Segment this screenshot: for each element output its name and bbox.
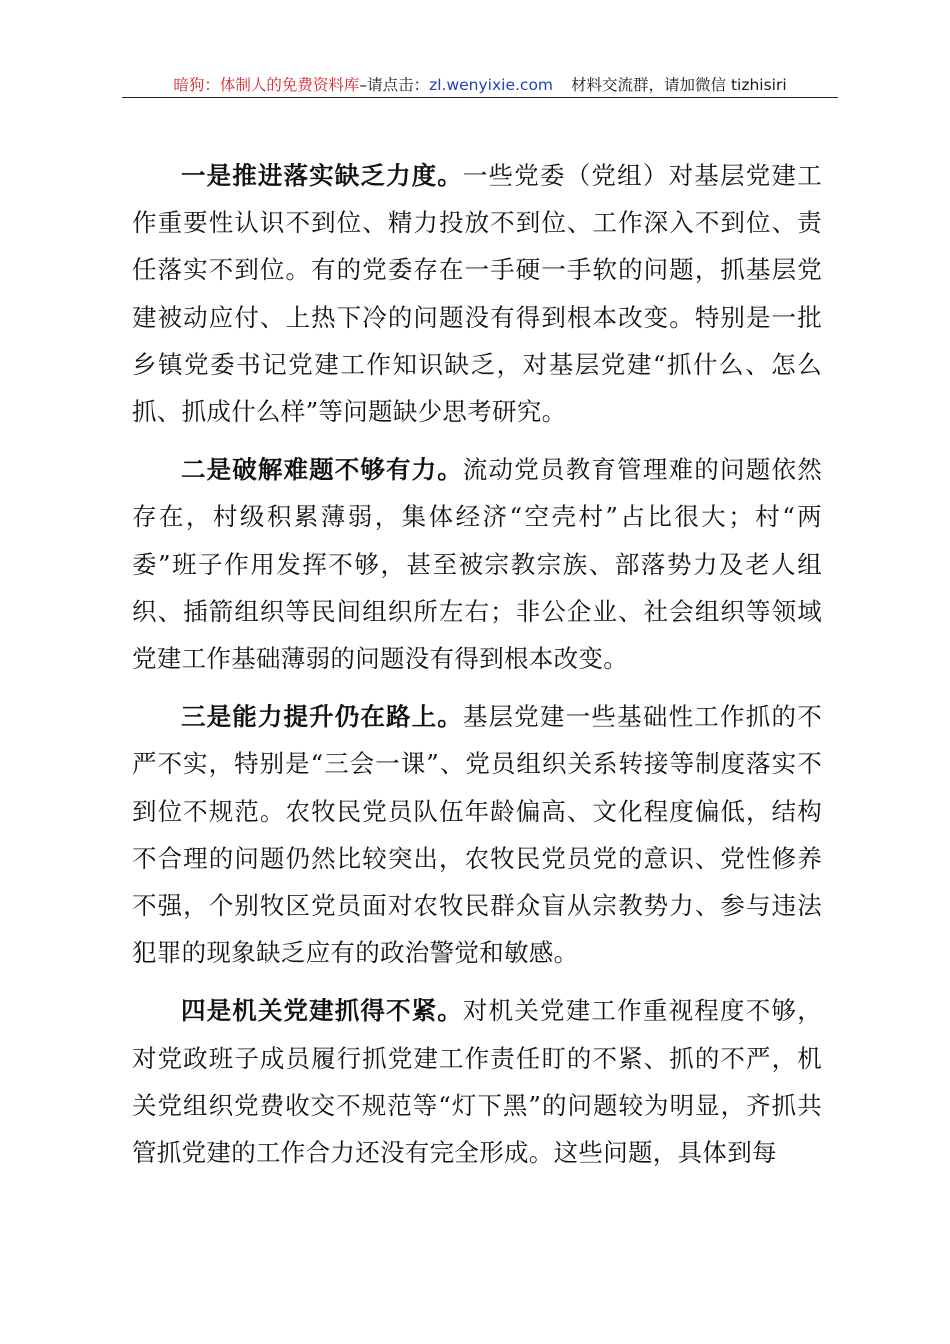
paragraph-2 [132, 446, 822, 682]
paragraph-1-text: 一些党委（党组）对基层党建工作重要性认识不到位、精力投放不到位、工作深入不到位、责任落实不到位。有的党委存在一手硬一手软的问题，抓基层党建被动应付、上热下冷的问题没有得到根本改变。特别是一批乡镇党委书记党建工作知识缺乏，对基层党建“抓什么、怎么抓、抓成什么样”等问题缺少思考研究。 [132, 161, 822, 427]
paragraph-4-text: 对机关党建工作重视程度不够，对党政班子成员履行抓党建工作责任盯的不紧、抓的不严，机关党组织党费收交不规范等“灯下黑”的问题较为明显，齐抓共管抓党建的工作合力还没有完全形成。这些问题，具体到每 [132, 996, 822, 1168]
paragraph-2-text: 流动党员教育管理难的问题依然存在，村级积累薄弱，集体经济“空壳村”占比很大；村“两委”班子作用发挥不够，甚至被宗教宗族、部落势力及老人组织、插箭组织等民间组织所左右；非公企业、社会组织等领域党建工作基础薄弱的问题没有得到根本改变。 [132, 455, 822, 674]
header-group-note: 材料交流群，请加微信 tizhisiri [571, 76, 787, 94]
paragraph-4-lead: 四是机关党建抓得不紧。 [181, 996, 463, 1026]
header-url-link[interactable]: zl.wenyixie.com [429, 76, 554, 94]
paragraph-3-lead: 三是能力提升仍在路上。 [181, 702, 463, 732]
header-site-name: 暗狗：体制人的免费资料库 [173, 76, 360, 94]
paragraph-3 [132, 693, 822, 976]
header-click-prompt: –请点击： [359, 76, 430, 94]
paragraph-1-lead: 一是推进落实缺乏力度。 [181, 161, 463, 190]
document-body [132, 152, 822, 1187]
paragraph-1 [132, 152, 822, 435]
header-divider [122, 97, 838, 98]
paragraph-3-text: 基层党建一些基础性工作抓的不严不实，特别是“三会一课”、党员组织关系转接等制度落实不到位不规范。农牧民党员队伍年龄偏高、文化程度偏低，结构不合理的问题仍然比较突出，农牧民党员党的意识、党性修养不强，个别牧区党员面对农牧民群众盲从宗教势力、参与违法犯罪的现象缺乏应有的政治警觉和敏感。 [132, 702, 822, 968]
paragraph-4 [132, 987, 822, 1176]
paragraph-2-lead: 二是破解难题不够有力。 [181, 455, 463, 485]
page-header [122, 74, 838, 98]
